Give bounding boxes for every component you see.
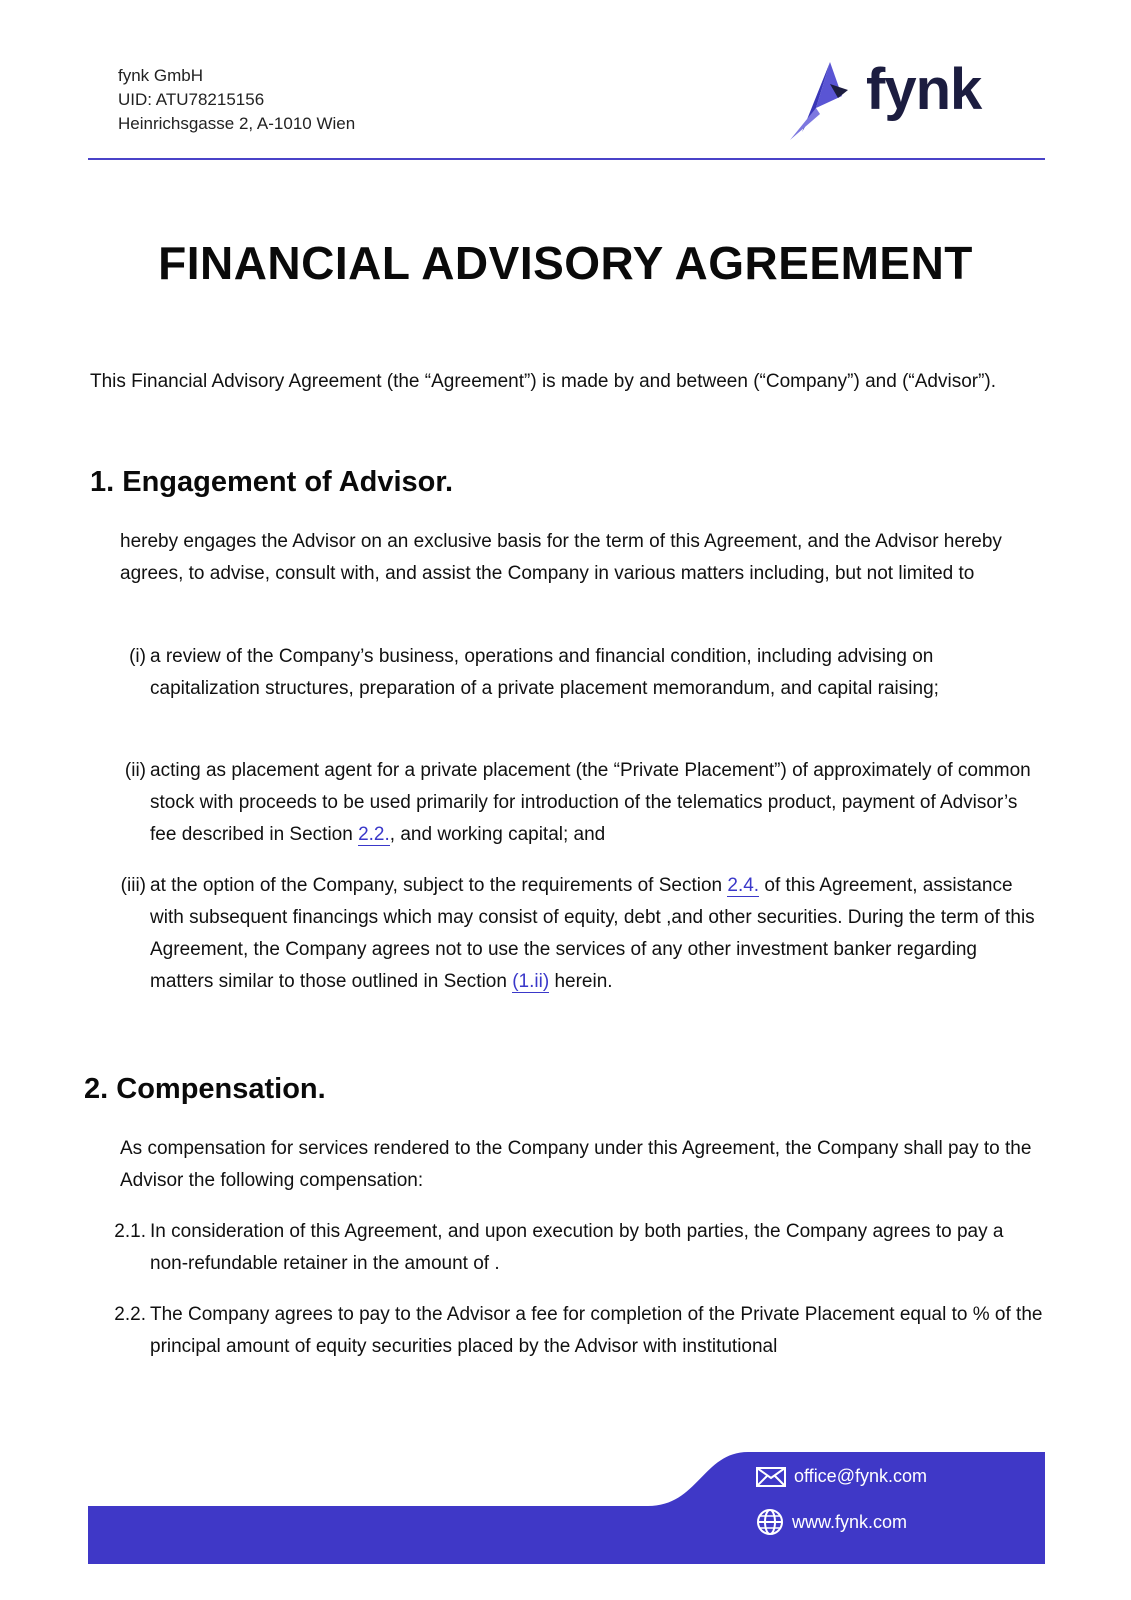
item-text: In consideration of this Agreement, and upon execution by both parties, the Company agrees to pay a non-refundable retainer in the amount of . [150,1221,1004,1274]
footer-email[interactable] [756,1466,927,1487]
section-link[interactable]: 2.2. [358,824,390,845]
item-marker: (ii) [124,760,146,781]
section-1-paragraph: hereby engages the Advisor on an exclusive basis for the term of this Agreement, and the Advisor hereby agrees, to advise, consult with, and assist the Company in various matters including, but not limited to [120,531,1002,584]
section-link[interactable]: (1.ii) [512,971,550,992]
item-text: a review of the Company’s business, operations and financial condition, including advising on capitalization structures, preparation of a private placement memorandum, and capital raising; [150,646,939,699]
section-1-heading [90,466,453,499]
header-divider [88,158,1045,160]
item-text [150,755,1045,851]
bird-logo-icon [790,62,850,146]
item-marker: 2.1. [114,1221,146,1242]
envelope-icon [756,1467,786,1487]
item-marker: (iii) [120,875,146,896]
item-marker: (i) [129,646,146,667]
section-1-number: 1. [90,466,115,498]
section-2-title: Compensation. [116,1073,326,1105]
item-text-part: herein. [549,971,613,992]
section-link[interactable]: 2.4. [727,875,760,896]
intro-paragraph: This Financial Advisory Agreement (the “Agreement”) is made by and between (“Company”) and (“Advisor”). [90,371,997,392]
item-text-part: at the option of the Company, subject to the requirements of Section [150,875,728,896]
item-marker: 2.2. [114,1304,146,1325]
item-text: The Company agrees to pay to the Advisor a fee for completion of the Private Placement equal to % of the principal amount of equity securities placed by the Advisor with institutional [150,1304,1043,1357]
globe-icon [756,1508,784,1536]
section-2-number: 2. [84,1073,109,1105]
company-name: fynk GmbH [118,66,204,85]
section-2-heading [84,1073,326,1106]
item-text-part: acting as placement agent for a private placement (the “Private Placement”) of approximately of common stock with proceeds to be used primarily for introduction of the telematics product, payment of Advisor’s fee described in Section [150,760,1031,845]
item-text-part: , and working capital; and [389,824,606,845]
footer-website-text[interactable]: www.fynk.com [792,1511,908,1532]
document-title: FINANCIAL ADVISORY AGREEMENT [158,237,973,289]
logo-wordmark: fynk [866,57,982,122]
item-text-part: of this Agreement, assistance with subsequent financings which may consist of equity, debt ,and other securities. During the term of this Agreement, the Company agrees not to use the services of any other investment banker regarding matters similar to those outlined in Section [150,875,1035,992]
footer-website[interactable] [756,1508,907,1536]
company-info [118,64,355,136]
section-1-title: Engagement of Advisor. [122,466,454,498]
section-2-paragraph: As compensation for services rendered to the Company under this Agreement, the Company shall pay to the Advisor the following compensation: [120,1138,1032,1191]
company-uid: UID: ATU78215156 [118,90,265,109]
fynk-logo [808,57,1008,144]
item-text [150,870,1045,998]
footer-email-text[interactable]: office@fynk.com [794,1466,927,1486]
company-address: Heinrichsgasse 2, A-1010 Wien [118,114,356,133]
